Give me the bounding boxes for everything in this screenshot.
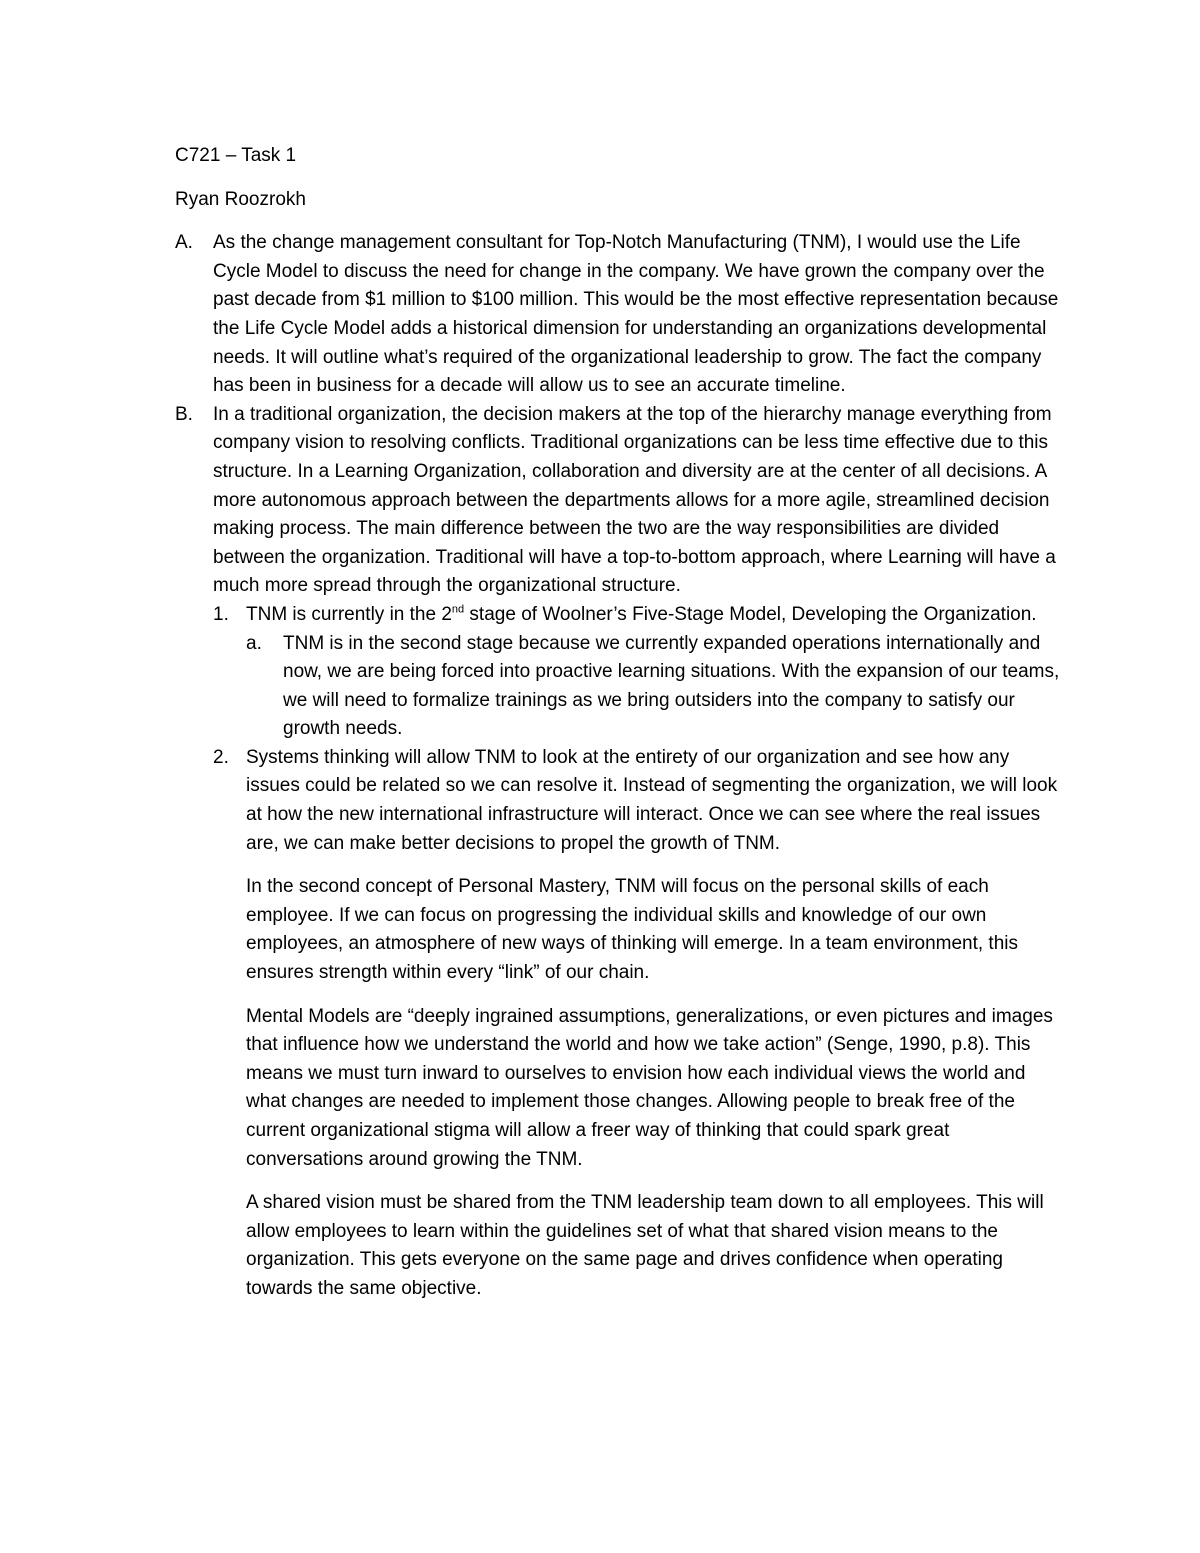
section-b-marker: B. xyxy=(175,403,193,425)
author-name: Ryan Roozrokh xyxy=(175,188,306,210)
list-item-2-text: Systems thinking will allow TNM to look at the entirety of our organization and see how any issues could be related so we can resolve it. Instead of segmenting the organization, we will look at how the new international infrastructure will interact. Once we can see where the real issues are, we can make better decisions to propel the growth of TNM. xyxy=(246,746,1058,854)
mental-models-paragraph: Mental Models are “deeply ingrained assumptions, generalizations, or even pictures and images that influence how we understand the world and how we take action” (Senge, 1990, p.8). This means we must turn inward to ourselves to envision how each individual views the world and what changes are needed to implement those changes. Allowing people to break free of the current organizational stigma will allow a freer way of thinking that could spark great conversations around growing the TNM. xyxy=(246,1005,1053,1170)
section-a xyxy=(175,229,1065,401)
list-item-1a xyxy=(246,630,1065,744)
shared-vision-paragraph: A shared vision must be shared from the TNM leadership team down to all employees. This will allow employees to learn within the guidelines set of what that shared vision means to the organization. This gets everyone on the same page and drives confidence when operating towards the same objective. xyxy=(246,1192,1044,1299)
personal-mastery-paragraph: In the second concept of Personal Mastery, TNM will focus on the personal skills of each employee. If we can focus on progressing the individual skills and knowledge of our own employees, an atmosphere of new ways of thinking will emerge. In a team environment, this ensures strength within every “link” of our chain. xyxy=(246,876,1018,984)
section-a-text: As the change management consultant for Top-Notch Manufacturing (TNM), I would use the Life Cycle Model to discuss the need for change in the company. We have grown the company over the past decade from $1 million to $100 million. This would be the most effective representation because the Life Cycle Model adds a historical dimension for understanding an organizations developmental needs. It will outline what’s required of the organizational leadership to grow. The fact the company has been in business for a decade will allow us to see an accurate timeline. xyxy=(213,232,1059,397)
document-body xyxy=(175,142,1065,1304)
list-item-1a-marker: a. xyxy=(246,632,262,654)
section-b-text: In a traditional organization, the decision makers at the top of the hierarchy manage everything from company vision to resolving conflicts. Traditional organizations can be less time effective due to this structure. In a Learning Organization, collaboration and diversity are at the center of all decisions. A more autonomous approach between the departments allows for a more agile, streamlined decision making process. The main difference between the two are the way responsibilities are divided between the organization. Traditional will have a top-to-bottom approach, where Learning will have a much more spread through the organizational structure. xyxy=(213,403,1056,597)
list-item-1-marker: 1. xyxy=(213,603,229,625)
section-a-marker: A. xyxy=(175,232,193,254)
list-item-1 xyxy=(213,601,1065,630)
list-item-2 xyxy=(213,744,1065,858)
list-item-1a-text: TNM is in the second stage because we currently expanded operations internationally and now, we are being forced into proactive learning situations. With the expansion of our teams, we will need to formalize trainings as we bring outsiders into the company to satisfy our growth needs. xyxy=(283,632,1060,740)
list-item-2-marker: 2. xyxy=(213,746,229,768)
list-item-1-text: TNM is currently in the 2nd stage of Woolner’s Five-Stage Model, Developing the Organization. xyxy=(246,603,1037,625)
course-title: C721 – Task 1 xyxy=(175,145,297,166)
ordinal-superscript: nd xyxy=(451,603,465,616)
section-b xyxy=(175,401,1065,1304)
